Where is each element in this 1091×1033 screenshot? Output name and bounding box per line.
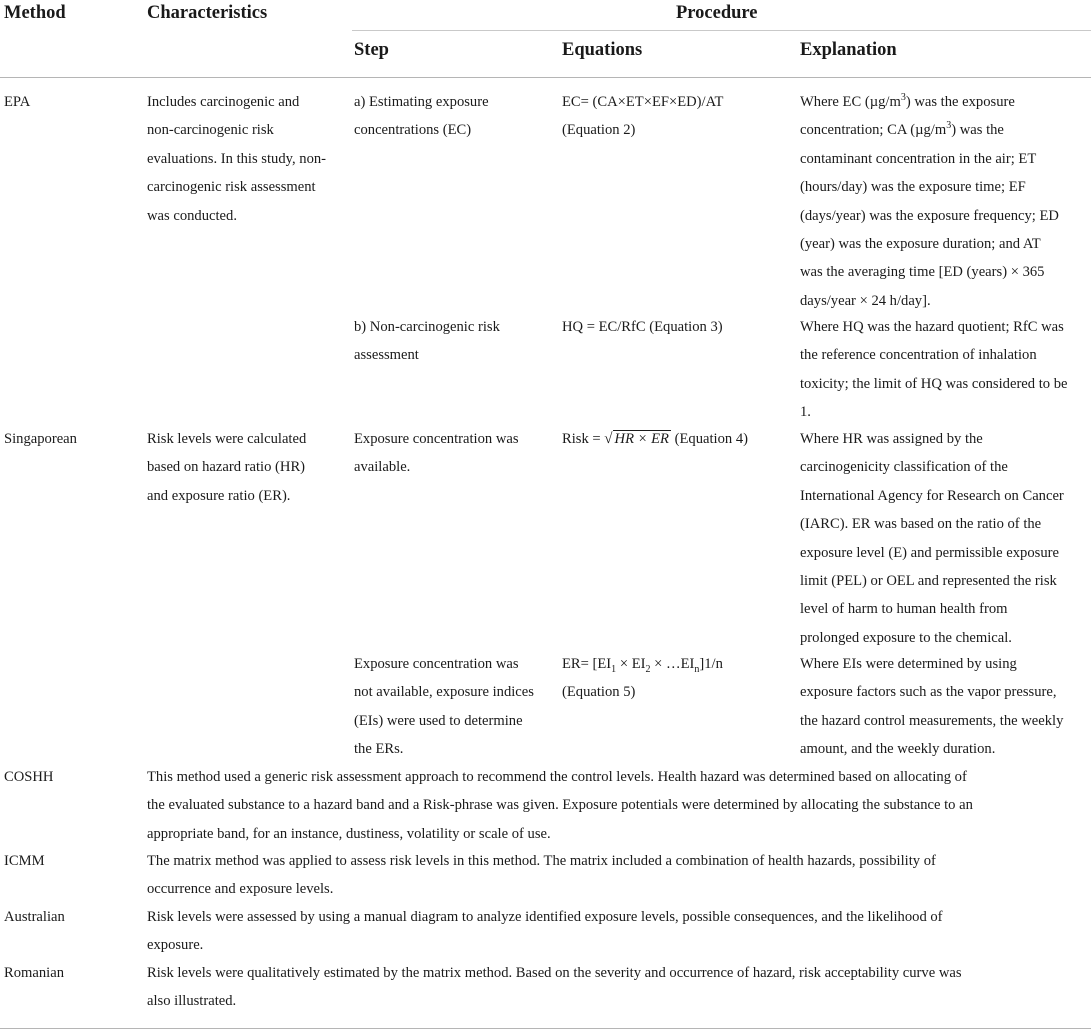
singaporean-step-2: Exposure concentration was not available, exposure indices (EIs) were used to determine the ERs.: [354, 656, 534, 758]
australian-description: Risk levels were assessed by using a manual diagram to analyze identified exposure levels, possible consequences, and the likelihood of exposure.: [147, 909, 943, 954]
epa-method: EPA: [4, 94, 31, 110]
icmm-description: The matrix method was applied to assess risk levels in this method. The matrix included a combination of health hazards, possibility of occurrence and exposure levels.: [147, 853, 936, 898]
coshh-method: COSHH: [4, 769, 54, 785]
epa-step-a: a) Estimating exposure concentrations (EC): [354, 94, 489, 139]
table-bottom-rule: [0, 1028, 1091, 1029]
australian-method: Australian: [4, 909, 65, 925]
epa-step-b: b) Non-carcinogenic risk assessment: [354, 319, 500, 364]
singaporean-equation-1: Risk = √ HR × ER (Equation 4): [562, 431, 748, 447]
romanian-description: Risk levels were qualitatively estimated by the matrix method. Based on the severity and occurrence of hazard, risk acceptability curve was also illustrated.: [147, 965, 962, 1010]
singaporean-characteristics: Risk levels were calculated based on hazard ratio (HR) and exposure ratio (ER).: [147, 431, 307, 504]
singaporean-explanation-1: Where HR was assigned by the carcinogenicity classification of the International Agency for Research on Cancer (IARC). ER was based on the ratio of the exposure level (E) and permissible exposure limit (PEL) or OEL and represented the risk level of harm to human health from prolonged exposure to the chemical.: [800, 431, 1064, 646]
header-method: Method: [4, 3, 66, 23]
epa-equation-a: [562, 88, 792, 145]
epa-equation-a-label: (Equation 2): [562, 122, 636, 139]
epa-characteristics: Includes carcinogenic and non-carcinogenic risk evaluations. In this study, non-carcinogenic risk assessment was conducted.: [147, 94, 327, 224]
header-bottom-rule: [0, 77, 1091, 78]
header-step: Step: [354, 40, 389, 60]
sqrt-radicand: HR × ER: [614, 431, 669, 447]
singaporean-explanation-2: Where EIs were determined by using exposure factors such as the vapor pressure, the hazard control measurements, the weekly amount, and the weekly duration.: [800, 656, 1064, 758]
epa-equation-b: HQ = EC/RfC (Equation 3): [562, 319, 723, 335]
coshh-description: This method used a generic risk assessment approach to recommend the control levels. Health hazard was determined based on allocating of the evaluated substance to a hazard band and a Risk-phrase was given. Exposure potentials were determined by allocating the substance to an appropriate band, for an instance, dustiness, volatility or scale of use.: [147, 769, 973, 842]
header-procedure: Procedure: [676, 3, 758, 23]
procedure-divider: [352, 30, 1091, 31]
epa-explanation-b: Where HQ was the hazard quotient; RfC was the reference concentration of inhalation toxicity; the limit of HQ was considered to be 1.: [800, 319, 1068, 421]
epa-equation-a-formula: EC= (CA×ET×EF×ED)/AT: [562, 94, 724, 110]
romanian-method: Romanian: [4, 965, 64, 981]
singaporean-equation-2: $ER= [EI_1 \times EI_2$ × $\dots EI_n]1/n$ (Equation 5): [562, 656, 723, 701]
icmm-method: ICMM: [4, 853, 45, 869]
singaporean-method: Singaporean: [4, 431, 77, 447]
epa-explanation-a: Where EC $(\mu g/m^3)$ was the exposure concentration; CA $(\mu g/m^3)$ was the contaminant concentration in the air; ET (hours/day) was the exposure time; EF (days/year) was the exposure frequency; ED (year) was the exposure duration; and AT was the averaging time [ED (years) × 365 days/year × 24 h/day].: [800, 92, 1059, 309]
header-characteristics: Characteristics: [147, 3, 268, 23]
singaporean-step-1: Exposure concentration was available.: [354, 431, 519, 476]
header-explanation: Explanation: [800, 40, 897, 60]
header-equations: Equations: [562, 40, 643, 60]
